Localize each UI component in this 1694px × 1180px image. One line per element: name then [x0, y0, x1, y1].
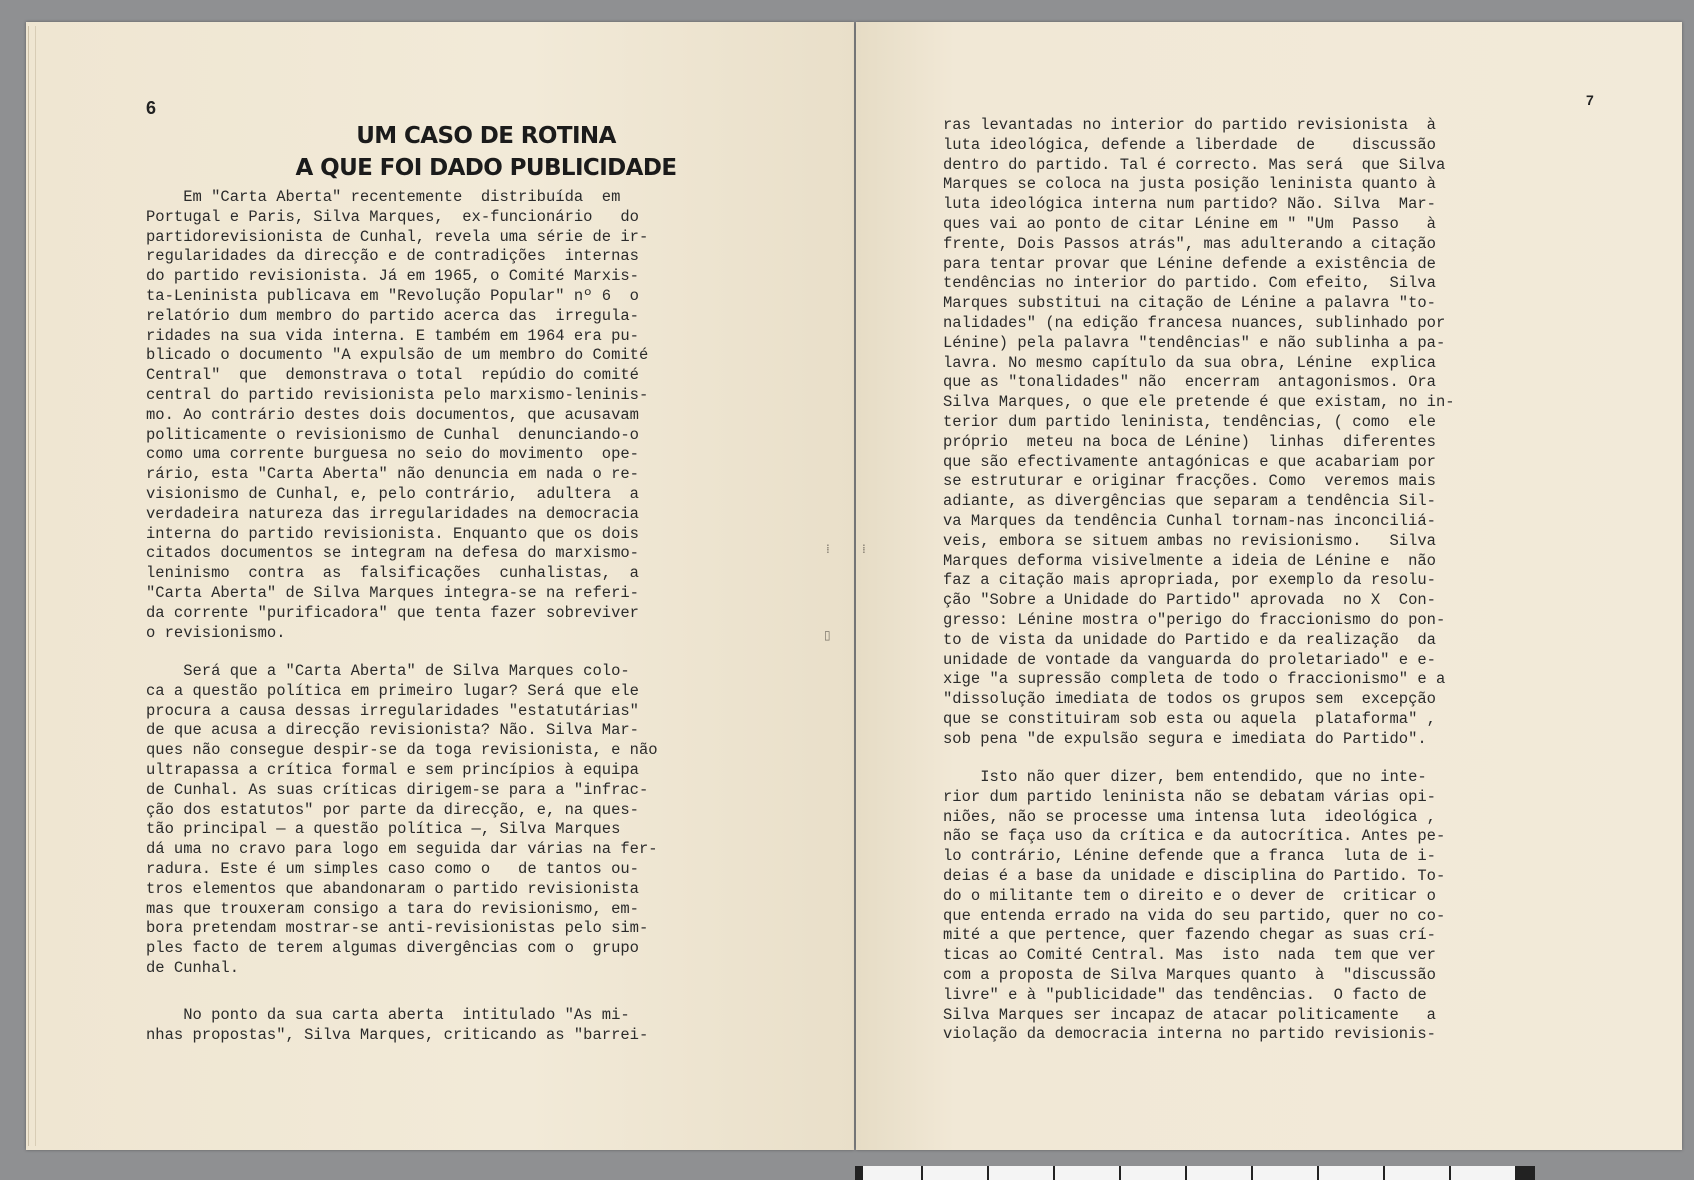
text-line: leninismo contra as falsificações cunhalistas, a [146, 564, 639, 583]
paragraph-1 [943, 116, 1455, 750]
text-line: de que acusa a direcção revisionista? Não. Silva Mar- [146, 721, 639, 740]
text-line: rior dum partido leninista não se debatam várias opi- [943, 787, 1436, 806]
text-line: o revisionismo. [146, 623, 286, 642]
ruler-tick [1383, 1166, 1385, 1180]
text-line: luta ideológica interna num partido? Não. Silva Mar- [943, 195, 1436, 214]
text-line: rário, esta "Carta Aberta" não denuncia em nada o re- [146, 465, 639, 484]
ruler-tick [1053, 1166, 1055, 1180]
paragraph-2 [146, 662, 658, 979]
text-line: tros elementos que abandonaram o partido revisionista [146, 879, 639, 898]
text-line: nalidades" (na edição francesa nuances, sublinhado por [943, 313, 1446, 332]
text-line: radura. Este é um simples caso como o de tantos ou- [146, 859, 639, 878]
text-line: politicamente o revisionismo de Cunhal denunciando-o [146, 425, 639, 444]
page-stack-edge [28, 26, 36, 1146]
ruler-tick [1185, 1166, 1187, 1180]
title-line-2: A QUE FOI DADO PUBLICIDADE [295, 155, 677, 181]
text-line: como uma corrente burguesa no seio do movimento ope- [146, 445, 639, 464]
ruler-tick [1317, 1166, 1319, 1180]
text-line: unidade de vontade da vanguarda do proletariado" e e- [943, 650, 1436, 669]
binding-stitch-mark: ⁞ [862, 542, 866, 556]
text-line: veis, embora se situem ambas no revisionismo. Silva [943, 531, 1436, 550]
text-line: Silva Marques, o que ele pretende é que existam, no in- [943, 393, 1455, 412]
text-line: "dissolução imediata de todos os grupos sem excepção [943, 690, 1436, 709]
text-line: deias é a base da unidade e disciplina do Partido. To- [943, 866, 1446, 885]
text-line: que são efectivamente antagónicas e que acabariam por [943, 452, 1436, 471]
text-line: Marques deforma visivelmente a ideia de Lénine e não [943, 551, 1436, 570]
text-line: relatório dum membro do partido acerca das irregula- [146, 306, 639, 325]
text-line: que se constituiram sob esta ou aquela plataforma" , [943, 709, 1436, 728]
text-line: niões, não se processe uma intensa luta ideológica , [943, 807, 1436, 826]
text-line: blicado o documento "A expulsão de um membro do Comité [146, 346, 649, 365]
text-line: procura a causa dessas irregularidades "estatutárias" [146, 701, 639, 720]
text-line: ção "Sobre a Unidade do Partido" aprovada no X Con- [943, 591, 1436, 610]
text-line: Portugal e Paris, Silva Marques, ex-funcionário do [146, 207, 639, 226]
text-line: Silva Marques ser incapaz de atacar politicamente a [943, 1005, 1436, 1024]
scale-ruler [855, 1166, 1535, 1180]
text-line: dá uma no cravo para logo em seguida dar várias na fer- [146, 840, 658, 859]
text-line: mas que trouxeram consigo a tara do revisionismo, em- [146, 899, 639, 918]
text-line: se estruturar e originar fracções. Como veremos mais [943, 472, 1436, 491]
text-line: regularidades da direcção e de contradições internas [146, 247, 639, 266]
text-line: No ponto da sua carta aberta intitulado "As mi- [146, 1006, 630, 1024]
text-line: sob pena "de expulsão segura e imediata do Partido". [943, 729, 1427, 748]
page-number: 6 [146, 98, 157, 118]
text-line: partidorevisionista de Cunhal, revela uma série de ir- [146, 227, 649, 246]
text-line: luta ideológica, defende a liberdade de discussão [943, 135, 1436, 154]
text-line: terior dum partido leninista, tendências, ( como ele [943, 412, 1436, 431]
text-line: não se faça uso da crítica e da autocrítica. Antes pe- [943, 827, 1446, 846]
text-line: violação da democracia interna no partido revisionis- [943, 1025, 1436, 1044]
ruler-tick [1251, 1166, 1253, 1180]
left-page [26, 22, 854, 1150]
text-line: "Carta Aberta" de Silva Marques integra-se na referi- [146, 583, 639, 602]
ruler-segment [855, 1166, 863, 1180]
book-spread [26, 22, 1682, 1150]
text-line: do partido revisionista. Já em 1965, o Comité Marxis- [146, 267, 639, 286]
paragraph-1 [146, 188, 648, 643]
text-line: Marques se coloca na justa posição leninista quanto à [943, 175, 1436, 194]
text-line: ca a questão política em primeiro lugar? Será que ele [146, 681, 639, 700]
text-line: ção dos estatutos" por parte da direcção, e, na ques- [146, 800, 639, 819]
text-line: Central" que demonstrava o total repúdio do comité [146, 366, 639, 385]
text-line: to de vista da unidade do Partido e da realização da [943, 630, 1436, 649]
right-page [856, 22, 1682, 1150]
text-line: ridades na sua vida interna. E também em 1964 era pu- [146, 326, 639, 345]
text-line: livre" e à "publicidade" das tendências. O facto de [943, 985, 1427, 1004]
text-line: próprio meteu na boca de Lénine) linhas diferentes [943, 432, 1436, 451]
page-number: 7 [1586, 92, 1594, 108]
text-line: central do partido revisionista pelo marxismo-leninis- [146, 385, 649, 404]
ruler-segment [1515, 1166, 1535, 1180]
text-line: Será que a "Carta Aberta" de Silva Marques colo- [146, 662, 630, 680]
text-line: do o militante tem o direito e o dever de criticar o [943, 886, 1436, 905]
text-line: mité a que pertence, quer fazendo chegar as suas crí- [943, 926, 1436, 945]
ruler-tick [921, 1166, 923, 1180]
text-line: ques não consegue despir-se da toga revisionista, e não [146, 741, 658, 760]
text-line: gresso: Lénine mostra o"perigo do fraccionismo do pon- [943, 610, 1446, 629]
text-line: Em "Carta Aberta" recentemente distribuída em [146, 188, 621, 206]
binding-stitch-mark: ▯ [824, 628, 831, 642]
ruler-tick [1449, 1166, 1451, 1180]
text-line: xige "a supressão completa de todo o fraccionismo" e a [943, 670, 1446, 689]
text-line: ta-Leninista publicava em "Revolução Popular" nº 6 o [146, 286, 639, 305]
article-title [176, 120, 796, 184]
text-line: que as "tonalidades" não encerram antagonismos. Ora [943, 373, 1436, 392]
paragraph-2 [943, 768, 1445, 1045]
text-line: faz a citação mais apropriada, por exemplo da resolu- [943, 571, 1436, 590]
text-line: bora pretendam mostrar-se anti-revisionistas pelo sim- [146, 919, 649, 938]
binding-stitch-mark: ⁞ [826, 542, 830, 556]
text-line: ticas ao Comité Central. Mas isto nada tem que ver [943, 946, 1436, 965]
text-line: visionismo de Cunhal, e, pelo contrário, adultera a [146, 484, 639, 503]
text-line: Marques substitui na citação de Lénine a palavra "to- [943, 294, 1436, 313]
text-line: ples facto de terem algumas divergências com o grupo [146, 939, 639, 958]
text-line: lavra. No mesmo capítulo da sua obra, Lénine explica [943, 353, 1436, 372]
text-line: va Marques da tendência Cunhal tornam-nas inconciliá- [943, 511, 1436, 530]
text-line: interna do partido revisionista. Enquanto que os dois [146, 524, 639, 543]
text-line: da corrente "purificadora" que tenta fazer sobreviver [146, 603, 639, 622]
text-line: adiante, as divergências que separam a tendência Sil- [943, 492, 1436, 511]
text-line: verdadeira natureza das irregularidades na democracia [146, 504, 639, 523]
text-line: tendências no interior do partido. Com efeito, Silva [943, 274, 1436, 293]
text-line: de Cunhal. [146, 958, 240, 977]
text-line: tão principal — a questão política —, Silva Marques [146, 820, 621, 839]
text-line: de Cunhal. As suas críticas dirigem-se para a "infrac- [146, 780, 649, 799]
text-line: ultrapassa a crítica formal e sem princípios à equipa [146, 760, 639, 779]
paragraph-3 [146, 1006, 648, 1046]
text-line: nhas propostas", Silva Marques, criticando as "barrei- [146, 1025, 649, 1044]
text-line: lo contrário, Lénine defende que a franca luta de i- [943, 847, 1436, 866]
text-line: ques vai ao ponto de citar Lénine em " "Um Passo à [943, 214, 1436, 233]
text-line: frente, Dois Passos atrás", mas adulterando a citação [943, 234, 1436, 253]
text-line: Lénine) pela palavra "tendências" e não sublinha a pa- [943, 333, 1446, 352]
text-line: dentro do partido. Tal é correcto. Mas será que Silva [943, 155, 1446, 174]
text-line: mo. Ao contrário destes dois documentos, que acusavam [146, 405, 639, 424]
text-line: que entenda errado na vida do seu partido, quer no co- [943, 906, 1446, 925]
text-line: com a proposta de Silva Marques quanto à "discussão [943, 965, 1436, 984]
text-line: ras levantadas no interior do partido revisionista à [943, 116, 1436, 134]
text-line: para tentar provar que Lénine defende a existência de [943, 254, 1436, 273]
title-line-1: UM CASO DE ROTINA [356, 123, 616, 149]
text-line: citados documentos se integram na defesa do marxismo- [146, 544, 639, 563]
ruler-tick [1119, 1166, 1121, 1180]
text-line: Isto não quer dizer, bem entendido, que no inte- [943, 768, 1427, 786]
ruler-tick [987, 1166, 989, 1180]
